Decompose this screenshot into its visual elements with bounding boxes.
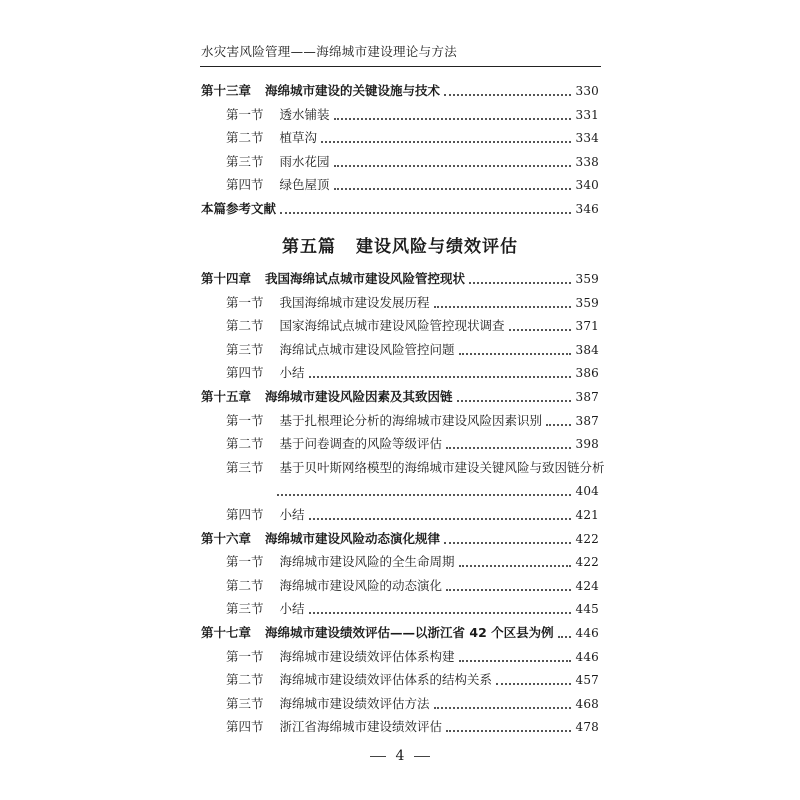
entry-number: 第三节 <box>226 695 264 711</box>
entry-number: 第一节 <box>226 412 264 428</box>
toc-section-entry <box>226 289 599 311</box>
entry-number: 第十七章 <box>201 625 252 640</box>
dot-leader <box>459 353 572 355</box>
entry-number: 第一节 <box>226 554 264 570</box>
dot-leader <box>558 636 572 638</box>
dot-leader <box>459 660 572 662</box>
entry-title: 小结 <box>279 507 305 522</box>
toc-chapter-entry <box>201 265 599 287</box>
toc-section-entry <box>226 148 599 170</box>
entry-number: 第十五章 <box>201 389 252 404</box>
entry-page-number: 387 <box>575 413 599 428</box>
entry-page-number: 424 <box>575 578 599 593</box>
dot-leader <box>459 565 572 567</box>
entry-number: 第三节 <box>226 459 264 475</box>
entry-title: 海绵城市建设风险的动态演化 <box>279 577 443 593</box>
toc-section-entry <box>226 595 599 617</box>
dot-leader <box>444 94 571 96</box>
entry-title: 海绵试点城市建设风险管控问题 <box>279 341 455 357</box>
entry-title: 海绵城市建设风险动态演化规律 <box>265 530 441 546</box>
entry-page-number: 468 <box>575 696 599 711</box>
entry-page-number: 334 <box>575 131 599 146</box>
header-rule <box>200 66 601 67</box>
entry-number: 第四节 <box>226 365 264 381</box>
entry-page-number: 359 <box>575 272 599 286</box>
dot-leader <box>277 494 571 496</box>
toc-chapter-entry <box>201 525 599 547</box>
dot-leader <box>334 188 572 190</box>
entry-page-number: 331 <box>575 107 599 122</box>
entry-page-number: 340 <box>575 178 599 193</box>
entry-page-number: 404 <box>575 484 599 499</box>
entry-page-number: 387 <box>575 390 599 404</box>
entry-page-number: 371 <box>575 319 599 334</box>
entry-page-number: 421 <box>575 508 599 522</box>
entry-number: 第三节 <box>226 601 264 617</box>
dot-leader <box>434 707 572 709</box>
dot-leader <box>446 730 571 732</box>
entry-number: 第二节 <box>226 672 264 688</box>
entry-title: 透水铺装 <box>279 106 330 122</box>
dot-leader <box>434 306 572 308</box>
entry-number: 第四节 <box>226 177 264 193</box>
entry-title: 海绵城市建设绩效评估体系的结构关系 <box>279 672 493 688</box>
toc-section-entry <box>226 407 599 429</box>
entry-title: 雨水花园 <box>279 153 330 169</box>
entry-page-number: 478 <box>575 720 599 735</box>
entry-title: 海绵城市建设的关键设施与技术 <box>265 83 441 98</box>
dot-leader <box>446 447 571 449</box>
entry-number: 第四节 <box>226 719 264 735</box>
entry-number: 第一节 <box>226 294 264 310</box>
entry-page-number: 422 <box>575 531 599 546</box>
toc-section-entry <box>226 430 599 452</box>
toc-chapter-entry <box>201 195 599 217</box>
entry-title: 海绵城市建设风险的全生命周期 <box>279 554 455 570</box>
toc-section-entry <box>226 713 599 735</box>
part-title-text: 建设风险与绩效评估 <box>356 237 518 257</box>
toc-section-entry <box>226 312 599 334</box>
entry-number: 第一节 <box>226 106 264 122</box>
entry-title: 基于贝叶斯网络模型的海绵城市建设关键风险与致因链分析 <box>279 459 605 475</box>
entry-page-number: 457 <box>575 673 599 688</box>
entry-number: 第四节 <box>226 507 264 522</box>
entry-page-number: 398 <box>575 437 599 452</box>
entry-number: 第二节 <box>226 436 264 452</box>
dot-leader <box>334 165 572 167</box>
toc-section-entry <box>226 572 599 594</box>
dot-leader <box>446 589 571 591</box>
entry-page-number: 330 <box>575 84 599 98</box>
toc-section-entry <box>226 643 599 665</box>
toc-section-entry <box>226 454 605 476</box>
entry-page-number: 338 <box>575 154 599 169</box>
toc-section-entry <box>273 477 599 499</box>
entry-title: 小结 <box>279 365 305 381</box>
dot-leader <box>496 683 571 685</box>
entry-number: 第二节 <box>226 318 264 334</box>
entry-page-number: 346 <box>575 202 599 216</box>
toc-chapter-entry <box>201 383 599 405</box>
entry-title: 我国海绵城市建设发展历程 <box>279 294 430 310</box>
dot-leader <box>309 612 572 614</box>
entry-title: 绿色屋顶 <box>279 177 330 193</box>
entry-page-number: 359 <box>575 295 599 310</box>
entry-number: 第二节 <box>226 577 264 593</box>
dot-leader <box>469 282 571 284</box>
entry-title: 海绵城市建设绩效评估——以浙江省 42 个区县为例 <box>265 625 554 640</box>
part-number: 第五篇 <box>282 237 336 257</box>
entry-title: 我国海绵试点城市建设风险管控现状 <box>265 271 466 286</box>
entry-number: 第三节 <box>226 153 264 169</box>
dot-leader <box>321 141 571 143</box>
dot-leader <box>280 212 571 214</box>
footer-dash-right <box>414 756 430 757</box>
entry-title: 植草沟 <box>279 130 318 146</box>
part-title <box>0 232 800 257</box>
dot-leader <box>546 424 571 426</box>
toc-section-entry <box>226 690 599 712</box>
toc-section-entry <box>226 359 599 381</box>
entry-page-number: 422 <box>575 555 599 570</box>
entry-title: 基于扎根理论分析的海绵城市建设风险因素识别 <box>279 412 543 428</box>
entry-title: 海绵城市建设绩效评估方法 <box>279 695 430 711</box>
entry-number: 第十六章 <box>201 530 252 546</box>
entry-page-number: 446 <box>575 626 599 640</box>
toc-section-entry <box>226 124 599 146</box>
entry-number: 第三节 <box>226 341 264 357</box>
entry-page-number: 384 <box>575 342 599 357</box>
entry-number: 第二节 <box>226 130 264 146</box>
toc-section-entry <box>226 101 599 123</box>
toc-section-entry <box>226 336 599 358</box>
footer-dash-left <box>370 756 386 757</box>
toc-chapter-entry <box>201 77 599 99</box>
entry-title: 国家海绵试点城市建设风险管控现状调查 <box>279 318 505 334</box>
page-number: 4 <box>395 748 405 764</box>
entry-page-number: 386 <box>575 366 599 381</box>
toc-section-entry <box>226 501 599 523</box>
entry-number: 第一节 <box>226 648 264 664</box>
toc-section-entry <box>226 548 599 570</box>
dot-leader <box>309 376 572 378</box>
toc-section-entry <box>226 171 599 193</box>
dot-leader <box>334 118 572 120</box>
dot-leader <box>457 400 572 402</box>
entry-page-number: 445 <box>575 602 599 617</box>
page-footer <box>0 748 800 764</box>
dot-leader <box>309 518 572 520</box>
entry-title: 浙江省海绵城市建设绩效评估 <box>279 719 443 735</box>
toc-section-entry <box>226 666 599 688</box>
entry-title: 海绵城市建设绩效评估体系构建 <box>279 648 455 664</box>
entry-title: 小结 <box>279 601 305 617</box>
dot-leader <box>509 329 572 331</box>
entry-number: 第十四章 <box>201 271 252 286</box>
entry-number: 第十三章 <box>201 83 252 98</box>
entry-title: 海绵城市建设风险因素及其致因链 <box>265 389 453 404</box>
entry-title: 本篇参考文献 <box>201 201 277 216</box>
entry-title: 基于问卷调查的风险等级评估 <box>279 436 443 452</box>
running-header: 水灾害风险管理——海绵城市建设理论与方法 <box>201 44 458 59</box>
toc-chapter-entry <box>201 619 599 641</box>
entry-page-number: 446 <box>575 649 599 664</box>
dot-leader <box>444 542 571 544</box>
